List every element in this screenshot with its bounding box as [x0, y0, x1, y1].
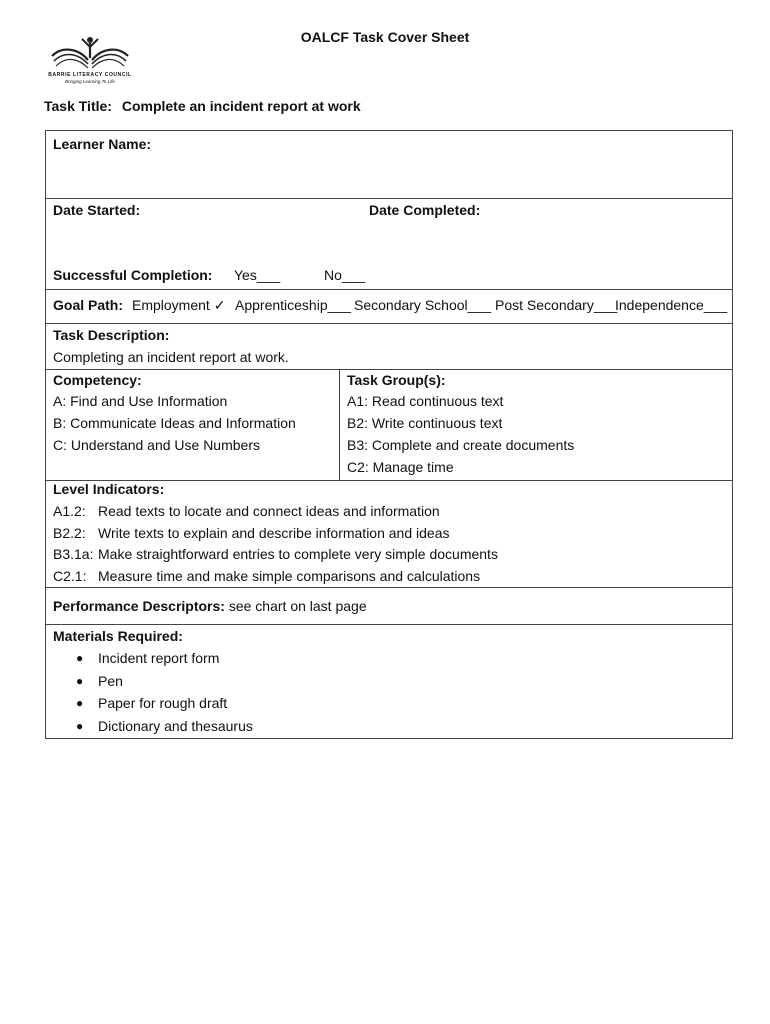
bullet-icon: ● — [76, 696, 84, 710]
performance-descriptors-label: Performance Descriptors: — [53, 598, 225, 614]
divider — [46, 587, 732, 588]
competency-item: C: Understand and Use Numbers — [53, 437, 260, 453]
task-group-item: B3: Complete and create documents — [347, 437, 575, 453]
level-indicator-code: A1.2: — [53, 503, 86, 519]
completion-yes-field[interactable]: Yes___ — [234, 267, 281, 283]
successful-completion-label: Successful Completion: — [53, 267, 213, 283]
checkmark-icon: ✓ — [213, 297, 226, 313]
task-title-row — [44, 98, 361, 114]
date-started-label: Date Started: — [53, 202, 141, 218]
task-description-label: Task Description: — [53, 327, 170, 343]
task-group-item: C2: Manage time — [347, 459, 454, 475]
goal-path-apprenticeship[interactable]: Apprenticeship___ — [235, 297, 351, 313]
material-item: Incident report form — [98, 650, 220, 666]
bullet-icon: ● — [76, 651, 84, 665]
level-indicator-code: C2.1: — [53, 568, 87, 584]
task-group-item: B2: Write continuous text — [347, 415, 503, 431]
competency-item: B: Communicate Ideas and Information — [53, 415, 296, 431]
task-group-item: A1: Read continuous text — [347, 393, 504, 409]
competency-item: A: Find and Use Information — [53, 393, 228, 409]
task-description-text: Completing an incident report at work. — [53, 349, 289, 365]
literacy-council-logo — [44, 34, 136, 90]
divider — [46, 369, 732, 370]
bullet-icon: ● — [76, 674, 84, 688]
level-indicator-text: Write texts to explain and describe information and ideas — [98, 525, 450, 541]
goal-path-post-secondary[interactable]: Post Secondary___ — [495, 297, 618, 313]
completion-no-field[interactable]: No___ — [324, 267, 366, 283]
goal-path-employment-label: Employment — [132, 297, 210, 313]
performance-descriptors-row — [53, 598, 367, 614]
divider — [46, 198, 732, 199]
material-item: Pen — [98, 673, 123, 689]
performance-descriptors-text: see chart on last page — [228, 598, 367, 614]
level-indicator-code: B3.1a: — [53, 546, 94, 562]
task-groups-label: Task Group(s): — [347, 372, 446, 388]
materials-required-label: Materials Required: — [53, 628, 183, 644]
competency-label: Competency: — [53, 372, 142, 388]
level-indicator-text: Read texts to locate and connect ideas and information — [98, 503, 440, 519]
material-item: Dictionary and thesaurus — [98, 718, 253, 734]
material-item: Paper for rough draft — [98, 695, 228, 711]
divider — [46, 323, 732, 324]
logo-organization-name: BARRIE LITERACY COUNCIL — [48, 72, 132, 78]
divider — [46, 289, 732, 290]
date-completed-label: Date Completed: — [369, 202, 481, 218]
goal-path-employment[interactable] — [132, 297, 225, 314]
column-divider — [339, 369, 340, 480]
task-cover-form — [45, 130, 733, 739]
goal-path-secondary-school[interactable]: Secondary School___ — [354, 297, 491, 313]
level-indicator-code: B2.2: — [53, 525, 86, 541]
learner-name-label: Learner Name: — [53, 136, 152, 152]
level-indicator-text: Measure time and make simple comparisons and calculations — [98, 568, 481, 584]
page-title: OALCF Task Cover Sheet — [300, 29, 470, 45]
task-title-label: Task Title: — [44, 98, 112, 114]
goal-path-independence[interactable]: Independence___ — [615, 297, 728, 313]
task-title-value: Complete an incident report at work — [121, 98, 361, 114]
bullet-icon: ● — [76, 719, 84, 733]
logo-tagline: Bringing Learning To Life — [65, 79, 115, 84]
level-indicators-label: Level Indicators: — [53, 481, 165, 497]
open-book-figure-icon — [44, 34, 136, 74]
level-indicator-text: Make straightforward entries to complete very simple documents — [98, 546, 498, 562]
divider — [46, 624, 732, 625]
goal-path-label: Goal Path: — [53, 297, 124, 313]
